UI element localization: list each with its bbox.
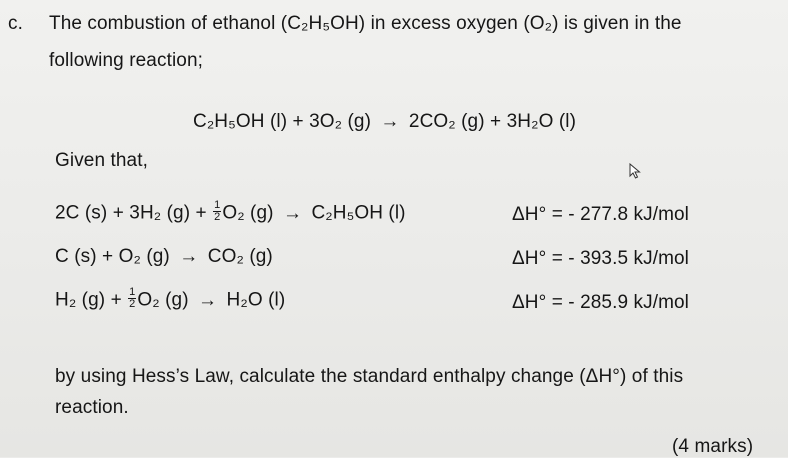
eq3-arrow: → [198, 289, 218, 311]
main-reaction-products: 2CO₂ (g) + 3H₂O (l) [408, 111, 576, 132]
mouse-pointer-icon [629, 163, 641, 179]
main-reaction-arrow: → [380, 111, 400, 132]
eq2-arrow: → [179, 246, 199, 267]
given-label: Given that, [55, 150, 148, 171]
eq1-enthalpy: ΔH° = - 277.8 kJ/mol [512, 204, 689, 225]
intro-line-1: The combustion of ethanol (C₂H₅OH) in excess oxygen (O₂) is given in the [49, 13, 682, 34]
eq1-arrow: → [282, 202, 303, 224]
instruction-line-2: reaction. [55, 397, 129, 418]
main-reaction [193, 111, 576, 133]
given-equation-2 [55, 246, 273, 268]
given-equation-1 [55, 199, 406, 225]
eq2-product: CO₂ (g) [207, 246, 273, 267]
eq3-frac-den: 2 [129, 298, 136, 310]
eq1-product: C₂H₅OH (l) [311, 202, 406, 224]
eq2-reactants: C (s) + O₂ (g) [55, 246, 170, 267]
eq3-frac-num: 1 [129, 286, 136, 298]
question-label: c. [8, 13, 23, 34]
eq3-product: H₂O (l) [226, 289, 286, 311]
eq3-half-fraction [128, 287, 136, 310]
eq1-half-fraction [213, 200, 221, 223]
eq1-reactants: 2C (s) + 3H₂ (g) + [55, 202, 213, 224]
intro-line-2: following reaction; [49, 50, 203, 71]
eq2-enthalpy: ΔH° = - 393.5 kJ/mol [512, 248, 689, 269]
given-equation-3 [55, 286, 286, 312]
eq1-oxygen: O₂ (g) [222, 202, 274, 224]
main-reaction-reactants: C₂H₅OH (l) + 3O₂ (g) [193, 111, 372, 132]
eq3-enthalpy: ΔH° = - 285.9 kJ/mol [512, 292, 689, 313]
eq1-frac-den: 2 [214, 211, 221, 223]
instruction-line-1: by using Hess’s Law, calculate the standard enthalpy change (ΔH°) of this [55, 366, 684, 387]
eq3-reactants: H₂ (g) + [55, 289, 128, 311]
marks-label: (4 marks) [672, 436, 754, 457]
eq1-frac-num: 1 [214, 199, 221, 211]
eq3-oxygen: O₂ (g) [137, 289, 189, 311]
